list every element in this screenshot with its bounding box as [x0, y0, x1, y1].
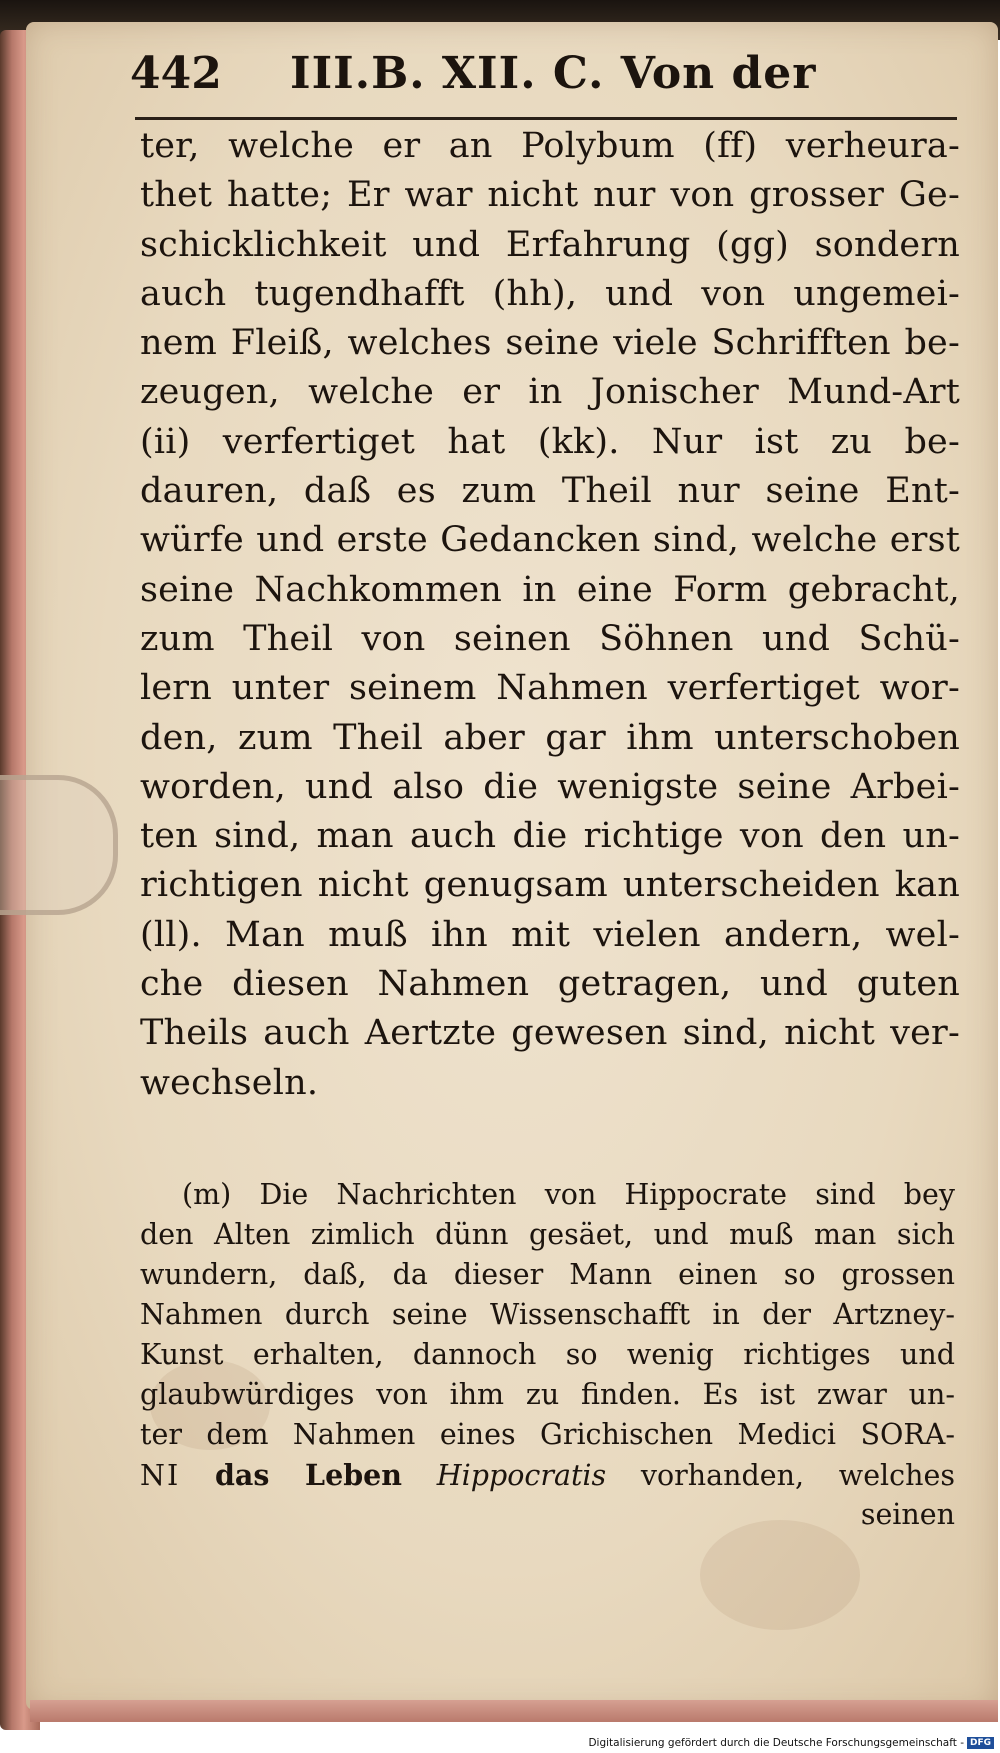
paper-stain [700, 1520, 860, 1630]
text-line: ter, welche er an Polybum (ff) verheura- [140, 126, 960, 166]
text-line: lern unter seinem Nahmen verfertiget wor- [140, 668, 960, 709]
footnote-line-rest: vorhanden, welches [640, 1459, 955, 1492]
credit-text: Digitalisierung gefördert durch die Deutsche Forschungsgemeinschaft - [588, 1737, 964, 1749]
text-line: (ll). Man muß ihn mit vielen andern, wel- [140, 914, 960, 955]
footnote-line: (m) Die Nachrichten von Hippocrate sind bey [182, 1178, 955, 1211]
running-title: III.B. XII. C. Von der [290, 48, 817, 99]
text-line: dauren, daß es zum Theil nur seine Ent- [140, 471, 960, 512]
author-name-end: NI [140, 1459, 181, 1492]
text-line: (ii) verfertiget hat (kk). Nur ist zu be- [140, 421, 960, 462]
text-line: schicklichkeit und Erfahrung (gg) sondern [140, 224, 960, 265]
footnote-line: Kunst erhalten, dannoch so wenig richtiges und [140, 1338, 955, 1371]
text-line: auch tugendhafft (hh), und von ungemei- [140, 273, 960, 314]
catchword: seinen [860, 1498, 955, 1531]
latin-name: Hippocratis [436, 1459, 607, 1492]
page-bottom-edge [30, 1700, 998, 1722]
text-line: den, zum Theil aber gar ihm unterschoben [140, 717, 960, 758]
footnote-line-mixed [140, 1455, 955, 1495]
text-line: thet hatte; Er war nicht nur von grosser Ge- [140, 175, 960, 216]
text-line: che diesen Nahmen getragen, und guten [140, 964, 960, 1005]
footnote [140, 1175, 955, 1535]
text-line: Theils auch Aertzte gewesen sind, nicht ver- [140, 1013, 960, 1054]
dfg-logo: DFG [967, 1737, 994, 1749]
digitization-credit [588, 1737, 994, 1749]
footnote-line: wundern, daß, da dieser Mann einen so grossen [140, 1258, 955, 1291]
text-line: seine Nachkommen in eine Form gebracht, [140, 569, 960, 610]
text-line: worden, und also die wenigste seine Arbei- [140, 766, 960, 807]
main-text [140, 122, 960, 1108]
page-clip [0, 775, 118, 915]
running-head [130, 48, 950, 108]
header-rule [135, 117, 957, 120]
text-line: würfe und erste Gedancken sind, welche erst [140, 520, 960, 561]
text-line: zeugen, welche er in Jonischer Mund-Art [140, 372, 960, 413]
page-number: 442 [130, 48, 222, 99]
text-line: nem Fleiß, welches seine viele Schrifften be- [140, 323, 960, 364]
footnote-line: ter dem Nahmen eines Grichischen Medici SORA- [140, 1418, 955, 1451]
text-line: zum Theil von seinen Söhnen und Schü- [140, 618, 960, 659]
footnote-line: glaubwürdiges von ihm zu finden. Es ist zwar un- [140, 1378, 955, 1411]
footnote-line: Nahmen durch seine Wissenschafft in der Artzney- [140, 1298, 955, 1331]
text-line: richtigen nicht genugsam unterscheiden kan [140, 865, 960, 906]
text-line: wechseln. [140, 1062, 319, 1103]
work-title: das Leben [214, 1458, 402, 1492]
text-line: ten sind, man auch die richtige von den un- [140, 816, 960, 857]
footnote-line: den Alten zimlich dünn gesäet, und muß man sich [140, 1218, 955, 1251]
